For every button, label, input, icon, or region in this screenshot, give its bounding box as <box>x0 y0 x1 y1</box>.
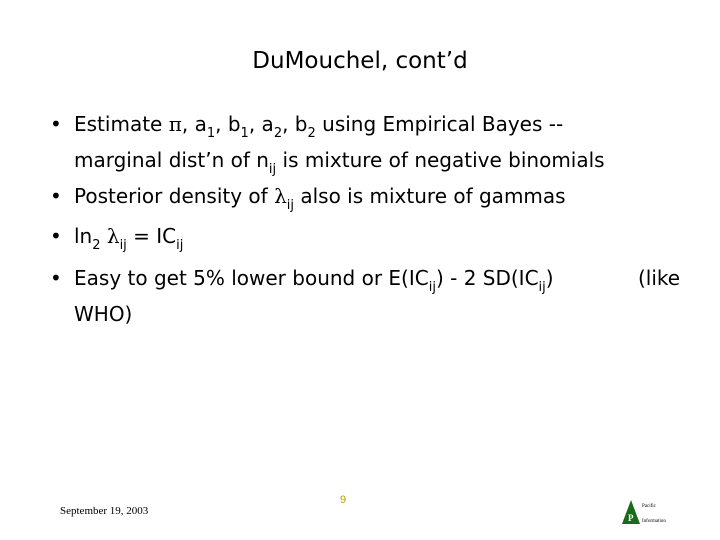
bullet-posterior-density <box>50 180 566 216</box>
bullet-marker: • <box>50 224 62 248</box>
bullet-marker: • <box>50 266 62 290</box>
company-logo <box>620 496 676 526</box>
page-number: 9 <box>340 494 347 506</box>
bullet-line: marginal dist’n of $n_{ij}$ is mixture of negative binomials <box>74 148 605 177</box>
logo-text-top: Pacific <box>642 504 656 509</box>
bullet-line: WHO) <box>74 302 133 326</box>
bullet-ic-definition <box>50 220 183 256</box>
bullet-lower-bound <box>50 262 554 330</box>
bullet-trailing-text: (like <box>638 266 681 290</box>
bullet-marker: • <box>50 184 62 208</box>
bullet-line: Easy to get 5% lower bound or $E(IC_{ij}) - 2$ $SD(IC_{ij})$ <box>74 266 554 295</box>
logo-letter: P <box>628 513 634 523</box>
bullet-line: Posterior density of $\lambda_{ij}$ also is mixture of gammas <box>74 184 566 213</box>
bullet-line: $\ln_2 \lambda_{ij} = IC_{ij}$ <box>74 224 184 253</box>
bullet-estimate-parameters <box>50 108 605 180</box>
bullet-marker: • <box>50 112 62 136</box>
slide-title: DuMouchel, cont’d <box>252 48 468 74</box>
logo-icon <box>620 496 676 526</box>
footer-date: September 19, 2003 <box>60 505 149 517</box>
logo-text-bottom: Information <box>642 519 666 524</box>
bullet-line: Estimate π, $a_1$, $b_1$, $a_2$, $b_2$ using Empirical Bayes -- <box>74 112 564 141</box>
